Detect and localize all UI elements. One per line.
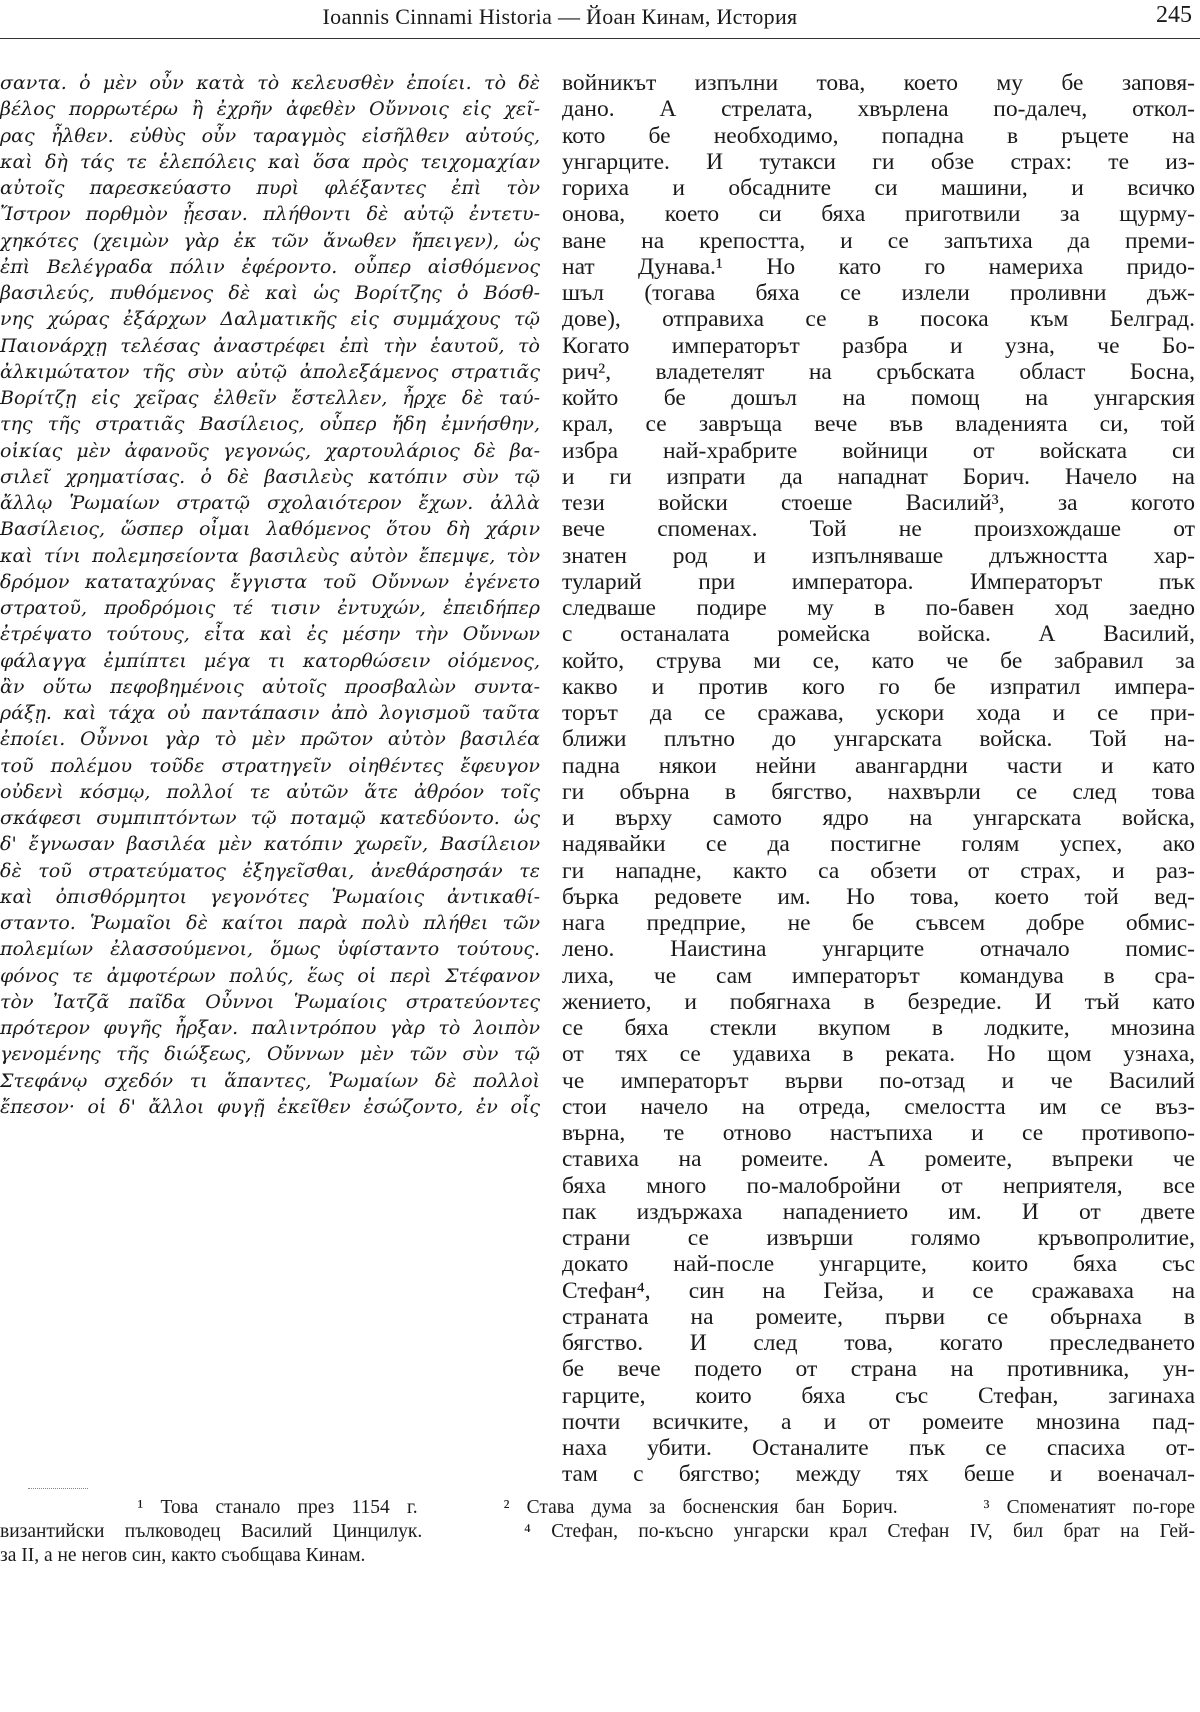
translation-text-line: следваше подире му в по-бавен ход заедно xyxy=(562,595,1195,621)
greek-text-line: σκάφεσι συμπιπτόντων τῷ ποταμῷ κατεδύοντο. ὡς xyxy=(0,807,540,829)
greek-text-line: ρας ἦλθεν. εὐθὺς οὖν ταραγμὸς εἰσῆλθεν αὐτούς, xyxy=(0,124,540,147)
translation-text-line: нага предприе, не бе съвсем добре обмис- xyxy=(562,910,1195,936)
translation-text-line: крал, се завръща вече във владенията си, той xyxy=(562,411,1195,438)
translation-text-line: ване на крепостта, и се запътиха да преми- xyxy=(562,227,1195,254)
translation-text-line: ближи плътно до унгарската войска. Той на- xyxy=(562,726,1195,753)
greek-text-line: ἐποίει. Οὖννοι γὰρ τὸ μὲν πρῶτον αὐτὸν βασιλέα xyxy=(0,728,540,751)
greek-text-line: σταντο. Ῥωμαῖοι δὲ καίτοι παρὰ πολὺ πλήθει τῶν xyxy=(0,912,540,934)
translation-text-line: туларий при императора. Императорът пък xyxy=(562,568,1195,595)
translation-text-line: дове), отправиха се в посока към Белград. xyxy=(562,306,1195,333)
translation-text-line: надявайки се да постигне голям успех, ако xyxy=(562,831,1195,858)
translation-text-line: от тях се удавиха в реката. Но щом узнаха, xyxy=(562,1041,1195,1068)
greek-text-line: δ' ἔγνωσαν βασιλέα μὲν κατόπιν χωρεῖν, Βασίλειον xyxy=(0,833,540,856)
footnote-separator xyxy=(28,1488,88,1489)
translation-text-line: докато най-после унгарците, които бяха със xyxy=(562,1251,1195,1278)
greek-text-line: δρόμον καταταχύνας ἔγγιστα τοῦ Οὔννων ἐγένετο xyxy=(0,570,540,593)
translation-text-line: избра най-храбрите войници от войската си xyxy=(562,437,1195,464)
translation-text-line: вече споменах. Той не произхождаше от xyxy=(562,516,1195,543)
translation-text-line: лиха, че сам императорът командува в сра- xyxy=(562,962,1195,989)
greek-text-line: καὶ ὀπισθόρμητοι γεγονότες Ῥωμαίοις ἀντικαθί- xyxy=(0,885,540,908)
translation-text-line: почти всичките, а и от ромеите мнозина пад- xyxy=(562,1408,1195,1435)
greek-text-line: ἔπεσον· οἱ δ' ἄλλοι φυγῇ ἐκεῖθεν ἐσώζοντο, ἐν οἷς xyxy=(0,1095,540,1118)
greek-text-line: Βασίλειος, ὥσπερ οἶμαι λαθόμενος ὅτου δὴ χάριν xyxy=(0,518,540,541)
translation-text-line: гарците, които бяха със Стефан, загинаха xyxy=(562,1382,1195,1409)
translation-text-line: бе вече подето от страна на противника, ун- xyxy=(562,1356,1195,1383)
greek-text-line: ἂν οὕτω πεφοβημένοις αὐτοῖς προσβαλὼν συντα- xyxy=(0,675,540,698)
translation-text-line: бягство. И след това, когато преследването xyxy=(562,1330,1195,1356)
greek-text-line: πρότερον φυγῆς ἦρξαν. παλιντρόπου γὰρ τὸ λοιπὸν xyxy=(0,1017,540,1039)
translation-text-line: онова, което си бяха приготвили за щурму- xyxy=(562,201,1195,228)
translation-text-line: там с бягство; между тях беше и военачал- xyxy=(562,1461,1195,1488)
translation-text-line: стои начело на отреда, смелостта им се въз- xyxy=(562,1093,1195,1120)
translation-text-line: унгарците. И тутакси ги обзе страх: те из- xyxy=(562,148,1195,175)
translation-text-line: се бяха стекли вкупом в лодките, мнозина xyxy=(562,1015,1195,1041)
footnote-line: за II, а не негов син, както съобщава Кинам. xyxy=(0,1545,366,1566)
greek-text-line: τὸν Ἰατζᾶ παῖδα Οὖννοι Ῥωμαίοις στρατεύοντες xyxy=(0,990,540,1013)
greek-text-line: ἀλκιμώτατον τῆς σὺν αὐτῷ ἀπολεξάμενος στρατιᾶς xyxy=(0,360,540,383)
translation-text-line: гориха и обсадните си машини, и всичко xyxy=(562,175,1195,201)
greek-text-line: στρατοῦ, προδρόμοις τέ τισιν ἐντυχών, ἐπειδήπερ xyxy=(0,597,540,619)
translation-text-line: ги обърна в бягство, нахвърли се след това xyxy=(562,778,1195,805)
greek-text-line: ἐτρέψατο τούτους, εἶτα καὶ ἐς μέσην τὴν Οὔννων xyxy=(0,623,540,646)
translation-text-line: нат Дунава.¹ Но като го намериха придо- xyxy=(562,253,1195,280)
translation-text-line: страни се извърши голямо кръвопролитие, xyxy=(562,1225,1195,1251)
greek-text-line: καὶ δὴ τάς τε ἑλεπόλεις καὶ ὅσα πρὸς τειχομαχίαν xyxy=(0,150,540,173)
translation-text-line: който бе дошъл на помощ на унгарския xyxy=(562,385,1195,411)
translation-text-line: ставиха на ромеите. А ромеите, въпреки че xyxy=(562,1146,1195,1173)
greek-text-line: ἄλλῳ Ῥωμαίων στρατῷ σχολαιότερον ἔχων. ἀλλὰ xyxy=(0,492,540,514)
greek-text-line: φόνος τε ἀμφοτέρων πολύς, ἕως οἱ περὶ Στέφανον xyxy=(0,964,540,987)
translation-text-line: рич², владетелят на сръбската област Босна, xyxy=(562,358,1195,385)
greek-text-line: Παιονάρχῃ τελέσας ἀναστρέφει ἐπὶ τὴν ἑαυτοῦ, τὸ xyxy=(0,334,540,357)
greek-text-line: σαντα. ὁ μὲν οὖν κατὰ τὸ κελευσθὲν ἐποίει. τὸ δὲ xyxy=(0,72,540,94)
header-rule xyxy=(0,38,1200,39)
greek-text-line: της τῆς στρατιᾶς Βασίλειος, οὗπερ ἤδη ἐμνήσθην, xyxy=(0,413,540,436)
greek-text-line: Βορίτζῃ εἰς χεῖρας ἐλθεῖν ἔστελλεν, ἦρχε δὲ ταύ- xyxy=(0,387,540,409)
greek-text-line: σιλεῖ χρηματίσας. ὁ δὲ βασιλεὺς κατόπιν σὺν τῷ xyxy=(0,465,540,488)
greek-text-line: αὐτοῖς παρεσκεύαστο πυρὶ φλέξαντες ἐπὶ τὸν xyxy=(0,177,540,199)
greek-text-line: δὲ τοῦ στρατεύματος ἐξηγεῖσθαι, ἀνεθάρσησάν τε xyxy=(0,859,540,882)
translation-text-line: бяха много по-малобройни от неприятеля, все xyxy=(562,1172,1195,1199)
translation-text-line: страната на ромеите, първи се обърнаха в xyxy=(562,1303,1195,1330)
greek-text-column xyxy=(0,70,540,1120)
translation-text-line: торът да се сражава, ускори хода и се при- xyxy=(562,700,1195,726)
translation-text-line: лено. Наистина унгарците отначало помис- xyxy=(562,936,1195,963)
greek-text-line: Στεφάνῳ σχεδόν τι ἅπαντες, Ῥωμαίων δὲ πολλοὶ xyxy=(0,1069,540,1092)
translation-text-line: пак издържаха нападението им. И от двете xyxy=(562,1198,1195,1225)
greek-text-line: ράξῃ. καὶ τάχα οὐ παντάπασιν ἀπὸ λογισμοῦ ταῦτα xyxy=(0,702,540,724)
greek-text-line: φάλαγγα ἐμπίπτει μέγα τι κατορθώσειν οἰόμενος, xyxy=(0,649,540,672)
translation-text-line: бърка редовете им. Но това, което той вед- xyxy=(562,883,1195,910)
translation-text-line: и ги изпрати да нападнат Борич. Начело на xyxy=(562,463,1195,490)
translation-text-line: жението, и побягнаха в безредие. И тъй като xyxy=(562,988,1195,1015)
greek-text-line: πολεμίων ἐλασσούμενοι, ὅμως ὑφίσταντο τούτους. xyxy=(0,938,540,961)
footnote-line: византийски пълководец Василий Цинцилук. ⁴ Стефан, по-късно унгарски крал Стефан IV, бил брат на Гей- xyxy=(0,1521,1195,1542)
translation-text-line: тези войски стоеше Василий³, за когото xyxy=(562,490,1195,516)
greek-text-line: χηκότες (χειμὼν γὰρ ἐκ τῶν ἄνωθεν ἤπειγεν), ὡς xyxy=(0,229,540,252)
translation-text-line: наха убити. Останалите пък се спасиха от- xyxy=(562,1435,1195,1461)
bulgarian-translation-column xyxy=(562,70,1195,1488)
translation-text-line: шъл (тогава бяха се излели проливни дъж- xyxy=(562,280,1195,306)
greek-text-line: τοῦ πολέμου τοῦδε στρατηγεῖν οἰηθέντες ἔφευγον xyxy=(0,754,540,777)
greek-text-line: γενομένης τῆς διώξεως, Οὔννων μὲν τῶν σὺν τῷ xyxy=(0,1043,540,1066)
translation-text-line: войникът изпълни това, което му бе заповя- xyxy=(562,70,1195,96)
translation-text-line: какво и против кого го бе изпратил импера- xyxy=(562,673,1195,700)
footnotes xyxy=(0,1496,1195,1568)
translation-text-line: с останалата ромейска войска. А Василий, xyxy=(562,621,1195,648)
translation-text-line: който, струва ми се, като че бе забравил за xyxy=(562,647,1195,674)
page-number: 245 xyxy=(1156,2,1192,28)
translation-text-line: ги нападне, както са обзети от страх, и раз- xyxy=(562,857,1195,884)
greek-text-line: οὐδενὶ κόσμῳ, πολλοί τε αὐτῶν ἅτε ἀθρόον τοῖς xyxy=(0,780,540,803)
translation-text-line: дано. А стрелата, хвърлена по-далеч, откол- xyxy=(562,96,1195,123)
greek-text-line: βέλος πορρωτέρω ἢ ἐχρῆν ἀφεθὲν Οὔννοις εἰς χεῖ- xyxy=(0,98,540,121)
translation-text-line: и върху самото ядро на унгарската войска, xyxy=(562,805,1195,831)
greek-text-line: ἐπὶ Βελέγραδα πόλιν ἐφέροντο. οὗπερ αἰσθόμενος xyxy=(0,255,540,278)
greek-text-line: βασιλεύς, πυθόμενος δὲ καὶ ὡς Βορίτζης ὁ Βόσθ- xyxy=(0,282,540,304)
running-header-title: Ioannis Cinnami Historia — Йоан Кинам, История xyxy=(322,4,798,29)
translation-text-line: падна някои нейни авангардни части и като xyxy=(562,752,1195,779)
greek-text-line: νης χώρας ἐξάρχων Δαλματικῆς εἰς συμμάχους τῷ xyxy=(0,308,540,331)
greek-text-line: οἰκίας μὲν ἀφανοῦς γεγονώς, χαρτουλάριος δὲ βα- xyxy=(0,439,540,462)
greek-text-line: καὶ τίνι πολεμησείοντα βασιλεὺς αὐτὸν ἔπεμψε, τὸν xyxy=(0,544,540,567)
translation-text-line: Когато императорът разбра и узна, че Бо- xyxy=(562,332,1195,359)
footnote-line: ¹ Това станало през 1154 г. ² Става дума за босненския бан Борич. ³ Споменатият по-горе xyxy=(0,1497,1195,1518)
greek-text-line: Ἴστρον πορθμὸν ᾖεσαν. πλήθοντι δὲ αὐτῷ ἐντετυ- xyxy=(0,203,540,226)
translation-text-line: кото бе необходимо, попадна в ръцете на xyxy=(562,122,1195,149)
translation-text-line: Стефан⁴, син на Гейза, и се сражаваха на xyxy=(562,1277,1195,1304)
translation-text-line: върна, те отново настъпиха и се противопо- xyxy=(562,1120,1195,1146)
translation-text-line: знатен род и изпълняваше длъжността хар- xyxy=(562,542,1195,569)
translation-text-line: че императорът върви по-отзад и че Василий xyxy=(562,1067,1195,1094)
